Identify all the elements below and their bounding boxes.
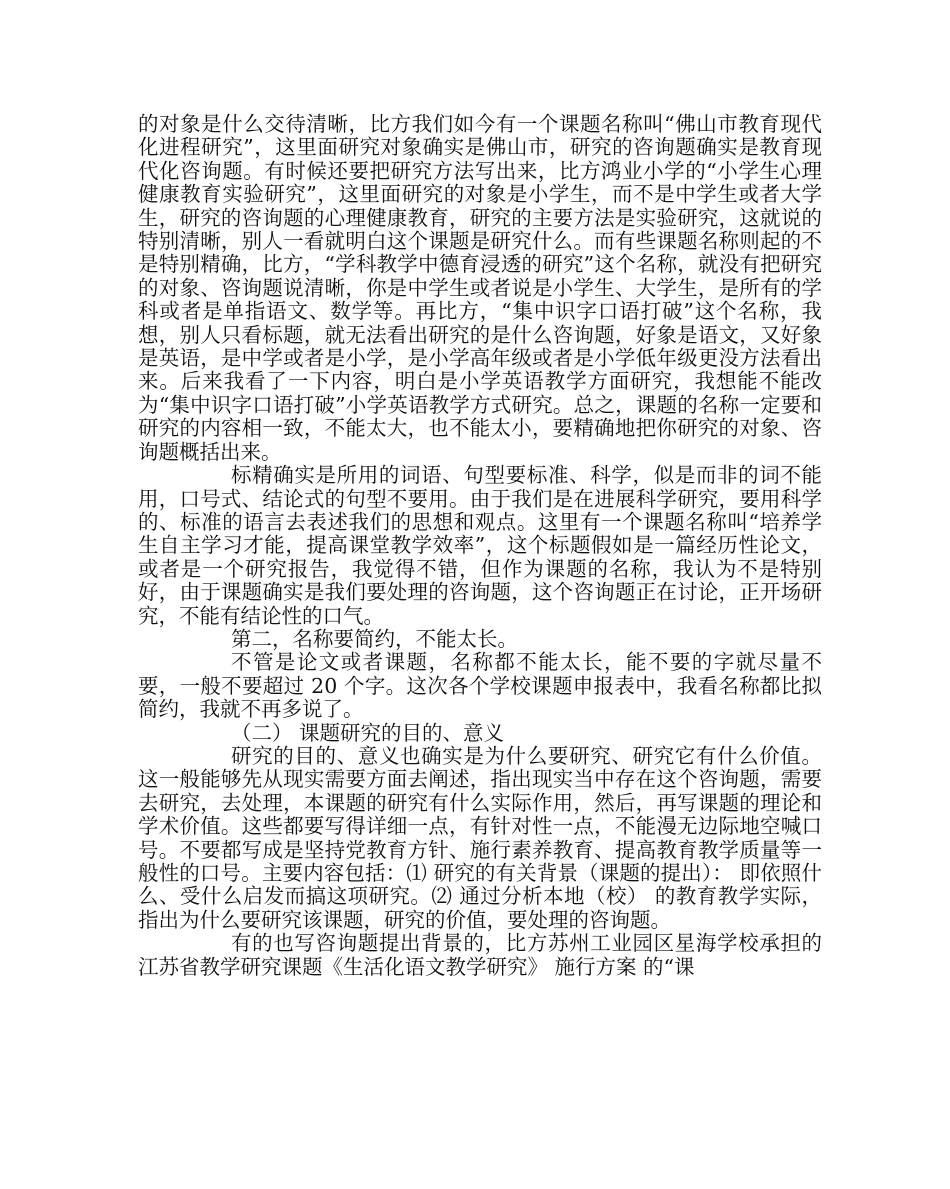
paragraph-4: 不管是论文或者课题，名称都不能太长，能不要的字就尽量不要，一般不要超过 20 个字。这次各个学校课题申报表中，我看名称都比拟简约，我就不再多说了。 bbox=[138, 650, 822, 722]
paragraph-2: 标精确实是所用的词语、句型要标准、科学，似是而非的词不能用，口号式、结论式的句型不要用。由于我们是在进展科学研究，要用科学的、标准的语言去表述我们的思想和观点。这里有一个课题名称叫“培养学生自主学习才能，提高课堂教学效率”，这个标题假如是一篇经历性论文，或者是一个研究报告，我觉得不错，但作为课题的名称，我认为不是特别好，由于课题确实是我们要处理的咨询题，这个咨询题正在讨论，正开场研究，不能有结论性的口气。 bbox=[138, 463, 822, 628]
paragraph-6: 有的也写咨询题提出背景的，比方苏州工业园区星海学校承担的江苏省教学研究课题《生活化语文教学研究》 施行方案 的“课 bbox=[138, 931, 822, 979]
document-page bbox=[138, 113, 822, 979]
paragraph-1: 的对象是什么交待清晰，比方我们如今有一个课题名称叫“佛山市教育现代化进程研究”，这里面研究对象确实是佛山市，研究的咨询题确实是教育现代化咨询题。有时候还要把研究方法写出来，比方鸿业小学的“小学生心理健康教育实验研究”，这里面研究的对象是小学生，而不是中学生或者大学生，研究的咨询题的心理健康教育，研究的主要方法是实验研究，这就说的特别清晰，别人一看就明白这个课题是研究什么。而有些课题名称则起的不是特别精确，比方，“学科教学中德育浸透的研究”这个名称，就没有把研究的对象、咨询题说清晰，你是中学生或者说是小学生、大学生，是所有的学科或者是单指语文、数学等。再比方，“集中识字口语打破”这个名称，我想，别人只看标题，就无法看出研究的是什么咨询题，好象是语文，又好象是英语，是中学或者是小学，是小学高年级或者是小学低年级更没方法看出来。后来我看了一下内容，明白是小学英语教学方面研究，我想能不能改为“集中识字口语打破”小学英语教学方式研究。总之，课题的名称一定要和研究的内容相一致，不能太大，也不能太小，要精确地把你研究的对象、咨询题概括出来。 bbox=[138, 112, 822, 464]
paragraph-5: 研究的目的、意义也确实是为什么要研究、研究它有什么价值。这一般能够先从现实需要方面去阐述，指出现实当中存在这个咨询题，需要去研究，去处理，本课题的研究有什么实际作用，然后，再写课题的理论和学术价值。这些都要写得详细一点，有针对性一点，不能漫无边际地空喊口号。不要都写成是坚持党教育方针、施行素养教育、提高教育教学质量等一般性的口号。主要内容包括：⑴ 研究的有关背景（课题的提出）： 即依照什么、受什么启发而搞这项研究。⑵ 通过分析本地（校） 的教育教学实际，指出为什么要研究该课题，研究的价值，要处理的咨询题。 bbox=[138, 743, 822, 932]
section-heading: （二） 课题研究的目的、意义 bbox=[231, 720, 505, 745]
paragraph-3: 第二，名称要简约，不能太长。 bbox=[231, 626, 518, 651]
